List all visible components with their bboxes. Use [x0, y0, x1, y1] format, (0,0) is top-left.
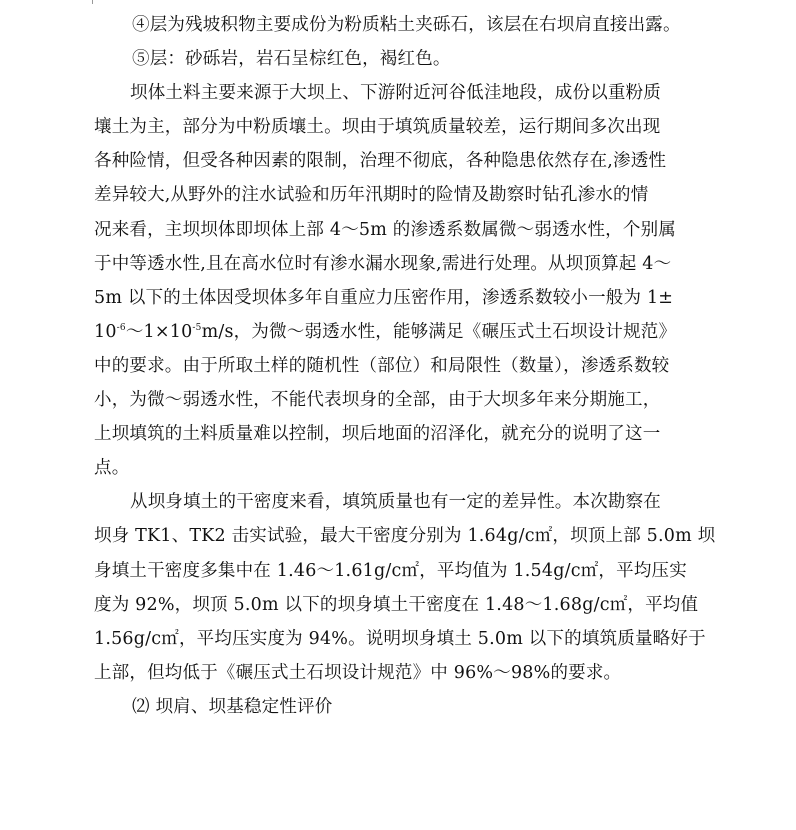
paragraph-line: 5m 以下的土体因受坝体多年自重应力压密作用，渗透系数较小一般为 1±: [94, 287, 674, 308]
page-corner-mark: [82, 0, 93, 4]
paragraph-line: 从坝身填土的干密度来看，填筑质量也有一定的差异性。本次勘察在: [130, 492, 661, 513]
paragraph-line: 坝体土料主要来源于大坝上、下游附近河谷低洼地段，成份以重粉质: [130, 83, 661, 104]
document-body: [94, 8, 716, 724]
permeability-formula-line: [94, 315, 706, 349]
paragraph-line: 各种险情，但受各种因素的限制，治理不彻底，各种隐患依然存在,渗透性: [94, 151, 667, 172]
paragraph-line: 小，为微～弱透水性，不能代表坝身的全部，由于大坝多年来分期施工，: [94, 390, 661, 411]
paragraph-line: 中的要求。由于所取土样的随机性（部位）和局限性（数量），渗透系数较: [94, 355, 670, 376]
paragraph-line: 上坝填筑的土料质量难以控制，坝后地面的沼泽化，就充分的说明了这一: [94, 424, 661, 445]
paragraph-line: 差异较大,从野外的注水试验和历年汛期时的险情及勘察时钻孔渗水的情: [94, 185, 649, 206]
paragraph-line: 度为 92%，坝顶 5.0m 以下的坝身填土干密度在 1.48～1.68g/c㎡，平均值: [94, 594, 699, 615]
formula-exponent: -5: [192, 322, 202, 333]
formula-middle: ～1×10: [125, 321, 193, 342]
paragraph-dam-soil: [94, 76, 706, 485]
layer4-text: ④层为残坡积物主要成份为粉质粘土夹砾石，该层在右坝肩直接出露。: [132, 15, 681, 35]
paragraph-line: 于中等透水性,且在高水位时有渗水漏水现象,需进行处理。从坝顶算起 4～: [94, 253, 672, 274]
paragraph-line: 坝身 TK1、TK2 击实试验，最大干密度分别为 1.64g/c㎡，坝顶上部 5.0m 坝: [94, 526, 716, 547]
paragraph-line: 上部，但均低于《碾压式土石坝设计规范》中 96%～98%的要求。: [94, 662, 622, 683]
paragraph-dry-density: [94, 485, 716, 690]
paragraph-line: 壤土为主，部分为中粉质壤土。坝由于填筑质量较差，运行期间多次出现: [94, 117, 661, 138]
paragraph-line: 点。: [94, 458, 130, 479]
formula-base: 10: [94, 321, 117, 342]
formula-rest: m/s，为微～弱透水性，能够满足《碾压式土石坝设计规范》: [201, 321, 677, 342]
layer5-text: ⑤层：砂砾岩，岩石呈棕红色，褐红色。: [132, 49, 451, 70]
formula-exponent: -6: [116, 322, 126, 333]
paragraph-line: 身填土干密度多集中在 1.46～1.61g/c㎡，平均值为 1.54g/c㎡，平均压实: [94, 560, 687, 581]
section-heading: ⑵ 坝肩、坝基稳定性评价: [132, 696, 333, 717]
paragraph-line: 1.56g/c㎡，平均压实度为 94%。说明坝身填土 5.0m 以下的填筑质量略好于: [94, 628, 706, 649]
paragraph-line: 况来看，主坝坝体即坝体上部 4～5m 的渗透系数属微～弱透水性，个别属: [94, 219, 676, 240]
